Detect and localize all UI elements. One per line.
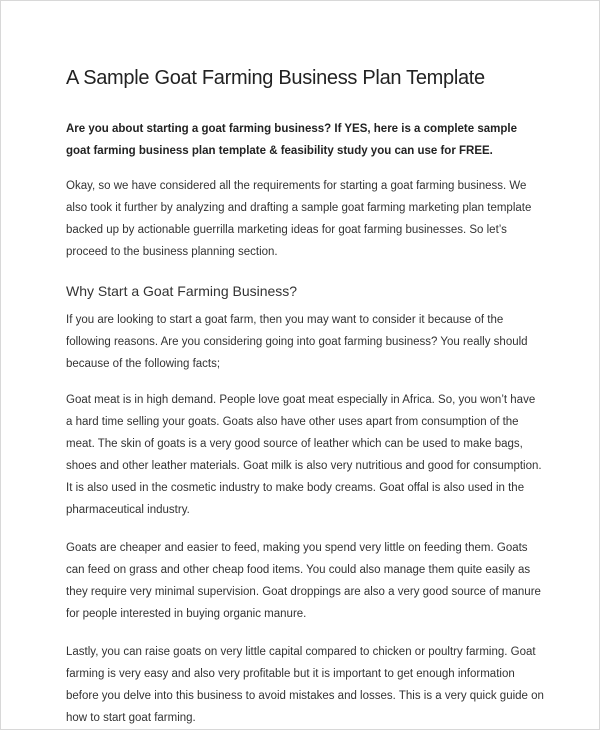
section-heading: Why Start a Goat Farming Business?	[66, 283, 298, 299]
document-page	[66, 60, 544, 745]
body-paragraph-demand: Goat meat is in high demand. People love goat meat especially in Africa. So, you won’t have a hard time selling your goats. Goats also have other uses apart from consumption of the meat. The skin of goats is a very good source of leather which can be used to make bags, shoes and other leather materials. Goat milk is also very nutritious and good for consumption. It is also used in the cosmetic industry to make body creams. Goat offal is also used in the pharmaceutical industry.	[66, 394, 542, 516]
intro-paragraph: Are you about starting a goat farming business? If YES, here is a complete sample goat farming business plan template & feasibility study you can use for FREE.	[66, 123, 517, 157]
body-paragraph-reasons: If you are looking to start a goat farm, then you may want to consider it because of the following reasons. Are you considering going into goat farming business? You really should because of the following facts;	[66, 314, 528, 370]
body-paragraph-overview: Okay, so we have considered all the requirements for starting a goat farming business. We also took it further by analyzing and drafting a sample goat farming marketing plan template backed up by actionable guerrilla marketing ideas for goat farming businesses. So let’s proceed to the business planning section.	[66, 180, 532, 258]
body-paragraph-capital: Lastly, you can raise goats on very little capital compared to chicken or poultry farming. Goat farming is very easy and also very profitable but it is important to get enough information before you delve into this business to avoid mistakes and losses. This is a very quick guide on how to start goat farming.	[66, 646, 544, 724]
document-title: A Sample Goat Farming Business Plan Template	[66, 67, 485, 89]
body-paragraph-feeding: Goats are cheaper and easier to feed, making you spend very little on feeding them. Goats can feed on grass and other cheap food items. You could also manage them quite easily as they require very minimal supervision. Goat droppings are also a very good source of manure for people interested in buying organic manure.	[66, 542, 541, 620]
